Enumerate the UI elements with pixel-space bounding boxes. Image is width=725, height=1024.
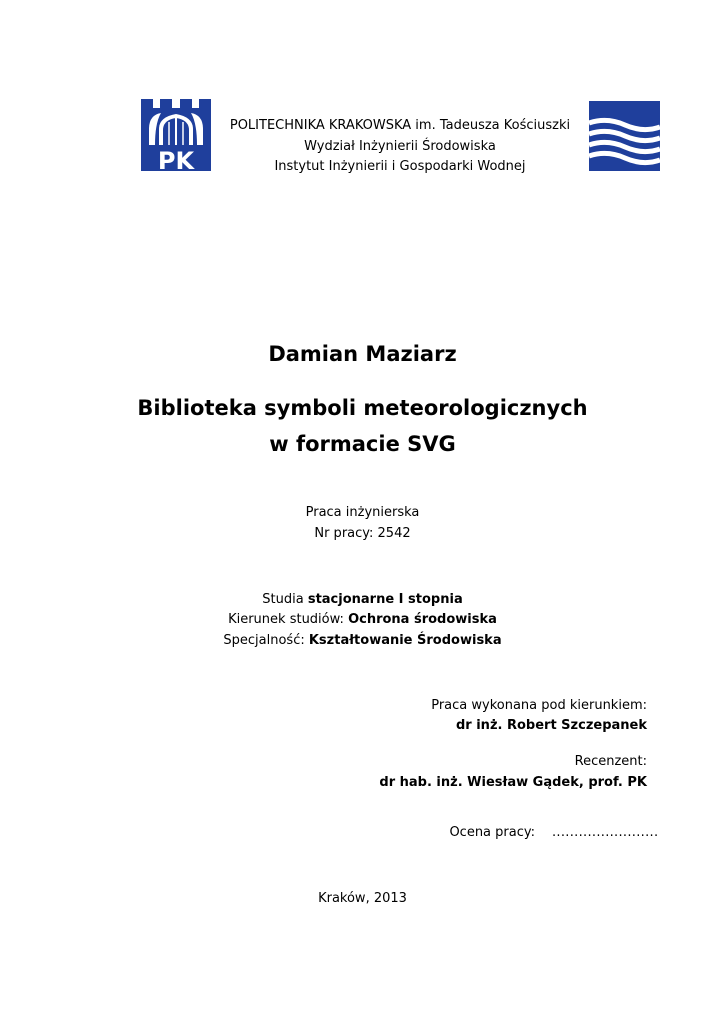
study-mode — [0, 592, 725, 607]
wydzial-inzynierii-srodowiska-logo — [589, 101, 660, 171]
thesis-type: Praca inżynierska — [305, 505, 420, 520]
logo-pk-text: PK — [157, 147, 195, 171]
study-specialty — [0, 633, 725, 648]
thesis-number: Nr pracy: 2542 — [314, 526, 411, 541]
study-specialty-label: Specjalność: — [223, 633, 309, 648]
thesis-title-line-2: w formacie SVG — [269, 432, 456, 456]
university-name: POLITECHNIKA KRAKOWSKA im. Tadeusza Kościuszki — [229, 118, 571, 133]
study-specialty-value: Kształtowanie Środowiska — [308, 633, 502, 648]
grade-label: Ocena pracy: — [449, 825, 535, 840]
reviewer-label: Recenzent: — [574, 754, 647, 769]
politechnika-krakowska-logo — [141, 99, 211, 171]
faculty-name: Wydział Inżynierii Środowiska — [304, 139, 496, 154]
reviewer-name: dr hab. inż. Wiesław Gądek, prof. PK — [379, 775, 647, 790]
grade-value: ........................ — [552, 825, 659, 840]
study-direction — [0, 612, 725, 627]
institute-name: Instytut Inżynierii i Gospodarki Wodnej — [274, 159, 526, 174]
thesis-title-line-1: Biblioteka symboli meteorologicznych — [137, 396, 588, 420]
study-direction-label: Kierunek studiów: — [228, 612, 349, 627]
supervisor-name: dr inż. Robert Szczepanek — [455, 718, 647, 733]
study-direction-value: Ochrona środowiska — [348, 612, 497, 627]
study-mode-value: stacjonarne I stopnia — [307, 592, 463, 607]
place-date: Kraków, 2013 — [318, 891, 407, 906]
supervisor-label: Praca wykonana pod kierunkiem: — [431, 698, 647, 713]
study-mode-label: Studia — [262, 592, 308, 607]
author-name: Damian Maziarz — [268, 342, 457, 366]
